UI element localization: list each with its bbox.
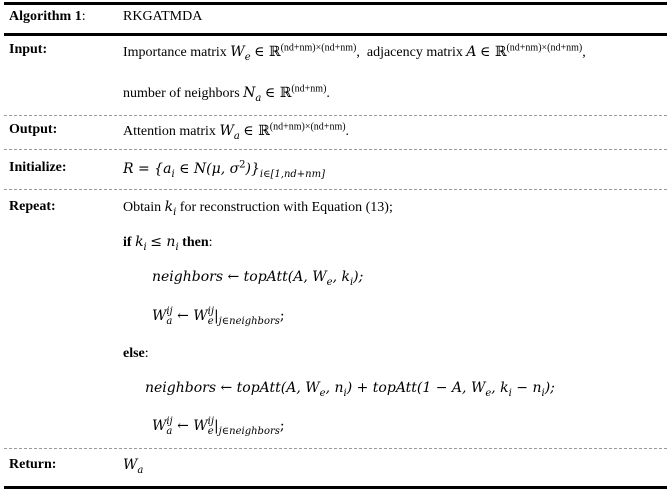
repeat-obtain: Obtain $k_i$ for reconstruction with Equation (13);	[123, 199, 393, 218]
weight-assign-2: $W_a^{ij}$ ← $W_e^{ij}|_{j\in neighbors}$;	[152, 416, 285, 437]
divider-input	[4, 115, 667, 116]
weight-assign-1: $W_a^{ij}$ ← $W_e^{ij}|_{j\in neighbors}$;	[152, 306, 285, 327]
divider-initialize	[4, 189, 667, 190]
divider-repeat	[4, 448, 667, 449]
neighbors-assign-1: neighbors ← topAtt(A, $W_e$, $k_i$);	[152, 269, 364, 288]
header-rule	[4, 33, 667, 36]
return-label: Return:	[9, 457, 57, 472]
algorithm-name: RKGATMDA	[123, 9, 203, 24]
repeat-label: Repeat:	[9, 199, 56, 214]
output-text: Attention matrix $W_a$ ∈ ℝ$^{(nd+nm)\times(nd+nm)}$.	[123, 121, 350, 142]
return-value: $W_a$	[123, 457, 144, 476]
bottom-rule	[4, 486, 667, 489]
initialize-formula: $R = \{a_i$ ∈ N(μ, $\sigma^2)\}_{i\in[1,nd+nm]}$	[123, 159, 326, 180]
output-label: Output:	[9, 122, 58, 137]
else-keyword: else:	[123, 346, 149, 361]
input-line-1: Importance matrix $W_e$ ∈ ℝ$^{(nd+nm)\times(nd+nm)}$, adjacency matrix A ∈ ℝ$^{(nd+nm)\times(nd+nm)}$,	[123, 42, 586, 63]
initialize-label: Initialize:	[9, 160, 67, 175]
input-line-2: number of neighbors $N_a$ ∈ ℝ$^{(nd+nm)}$.	[123, 83, 330, 104]
if-condition: if $k_i \le n_i$ then:	[123, 234, 213, 253]
divider-output	[4, 149, 667, 150]
neighbors-assign-2: neighbors ← topAtt(A, $W_e$, $n_i$) + topAtt(1 − A, $W_e$, $k_i - n_i$);	[145, 380, 555, 399]
top-rule	[4, 2, 667, 5]
input-label: Input:	[9, 42, 48, 57]
algorithm-label: Algorithm 1:	[9, 9, 86, 24]
